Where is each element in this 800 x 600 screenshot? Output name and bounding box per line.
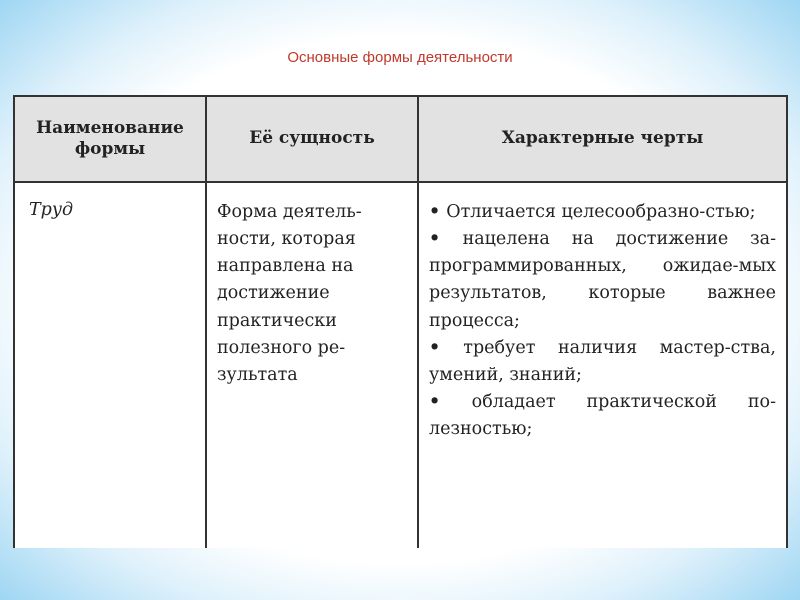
- header-traits: Характерные черты: [418, 96, 787, 182]
- essence-text: [207, 183, 417, 389]
- cell-form-name: [14, 182, 206, 548]
- header-essence: Её сущность: [206, 96, 418, 182]
- essence-line: полезного ре-: [217, 337, 346, 358]
- essence-line: ности, которая: [217, 229, 356, 250]
- essence-line: Форма деятель-: [217, 202, 362, 222]
- trait-item: • требует наличия мастер-ства, умений, знаний;: [429, 335, 776, 389]
- form-name: Труд: [29, 200, 74, 220]
- header-row: [14, 96, 787, 182]
- cell-traits: [418, 182, 787, 548]
- trait-item: • Отличается целесообразно-стью;: [429, 199, 776, 226]
- forms-table: [13, 95, 788, 548]
- header-form-name: Наименование формы: [14, 96, 206, 182]
- essence-line: достижение: [217, 283, 330, 304]
- essence-line: направлена на: [217, 256, 354, 277]
- cell-essence: [206, 182, 418, 548]
- traits-list: [419, 183, 786, 443]
- trait-item: • нацелена на достижение за-программированных, ожидае-мых результатов, которые важнее процесса;: [429, 226, 776, 335]
- trait-item: • обладает практической по-лезностью;: [429, 389, 776, 443]
- essence-line: зультата: [217, 364, 298, 385]
- essence-line: практически: [217, 310, 337, 331]
- slide-title: Основные формы деятельности: [287, 49, 513, 66]
- table-row: [14, 182, 787, 548]
